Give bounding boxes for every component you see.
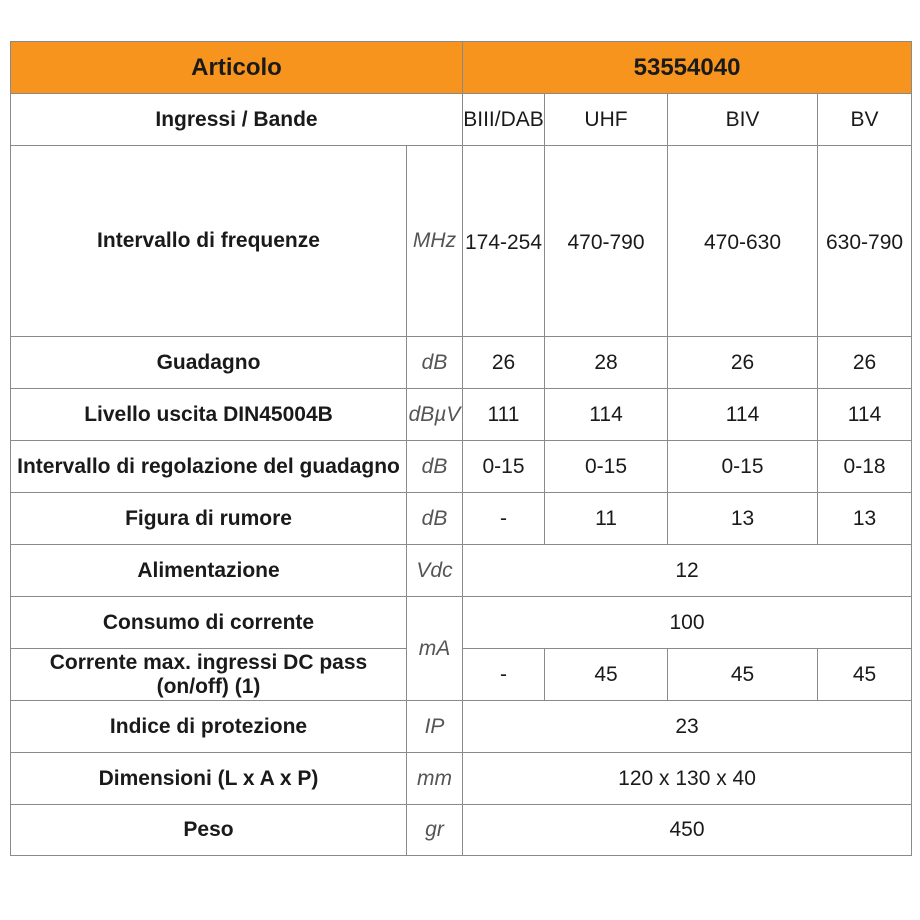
- value-cell: 45: [545, 649, 668, 701]
- unit-cell: dB: [407, 493, 463, 545]
- row-label: Peso: [11, 805, 407, 856]
- row-label: Ingressi / Bande: [11, 94, 463, 146]
- value-cell: 26: [818, 337, 912, 389]
- value-cell: 12: [463, 545, 912, 597]
- value-cell: 114: [545, 389, 668, 441]
- value-cell: 450: [463, 805, 912, 856]
- value-cell: 0-15: [545, 441, 668, 493]
- value-cell: 26: [668, 337, 818, 389]
- value-cell: 111: [463, 389, 545, 441]
- article-label: Articolo: [11, 42, 463, 94]
- band-header: BV: [818, 94, 912, 146]
- band-header: UHF: [545, 94, 668, 146]
- value-cell: 11: [545, 493, 668, 545]
- article-code: 53554040: [463, 42, 912, 94]
- weight-row: [11, 805, 912, 856]
- value-cell: 0-15: [463, 441, 545, 493]
- value-cell: 28: [545, 337, 668, 389]
- value-cell: 13: [818, 493, 912, 545]
- value-cell: 630-790: [818, 146, 912, 337]
- current-consumption-row: [11, 597, 912, 649]
- dimensions-row: [11, 753, 912, 805]
- noise-figure-row: [11, 493, 912, 545]
- value-cell: 120 x 130 x 40: [463, 753, 912, 805]
- unit-cell: gr: [407, 805, 463, 856]
- row-label: Indice di protezione: [11, 701, 407, 753]
- unit-cell: dB: [407, 337, 463, 389]
- unit-cell: dBµV: [407, 389, 463, 441]
- unit-cell: mA: [407, 597, 463, 701]
- value-cell: 114: [668, 389, 818, 441]
- unit-cell: MHz: [407, 146, 463, 337]
- band-header: BIII/DAB: [463, 94, 545, 146]
- unit-cell: dB: [407, 441, 463, 493]
- protection-index-row: [11, 701, 912, 753]
- row-label: Livello uscita DIN45004B: [11, 389, 407, 441]
- value-cell: 0-15: [668, 441, 818, 493]
- value-cell: 470-630: [668, 146, 818, 337]
- unit-cell: mm: [407, 753, 463, 805]
- value-cell: 26: [463, 337, 545, 389]
- value-cell: -: [463, 493, 545, 545]
- bands-row: [11, 94, 912, 146]
- row-label: Guadagno: [11, 337, 407, 389]
- unit-cell: IP: [407, 701, 463, 753]
- row-label: Intervallo di frequenze: [11, 146, 407, 337]
- row-label: Intervallo di regolazione del guadagno: [11, 441, 407, 493]
- gain-adjust-row: [11, 441, 912, 493]
- band-header: BIV: [668, 94, 818, 146]
- value-cell: 23: [463, 701, 912, 753]
- row-label: Figura di rumore: [11, 493, 407, 545]
- output-level-row: [11, 389, 912, 441]
- row-label: Consumo di corrente: [11, 597, 407, 649]
- power-supply-row: [11, 545, 912, 597]
- row-label: Dimensioni (L x A x P): [11, 753, 407, 805]
- value-cell: 114: [818, 389, 912, 441]
- value-cell: 174-254: [463, 146, 545, 337]
- value-cell: 13: [668, 493, 818, 545]
- value-cell: 45: [818, 649, 912, 701]
- gain-row: [11, 337, 912, 389]
- row-label: Alimentazione: [11, 545, 407, 597]
- frequency-row: [11, 146, 912, 337]
- value-cell: 470-790: [545, 146, 668, 337]
- value-cell: 100: [463, 597, 912, 649]
- spec-table: [10, 41, 912, 856]
- row-label: Corrente max. ingressi DC pass (on/off) (1): [11, 649, 407, 701]
- value-cell: 45: [668, 649, 818, 701]
- value-cell: 0-18: [818, 441, 912, 493]
- header-row: [11, 42, 912, 94]
- unit-cell: Vdc: [407, 545, 463, 597]
- value-cell: -: [463, 649, 545, 701]
